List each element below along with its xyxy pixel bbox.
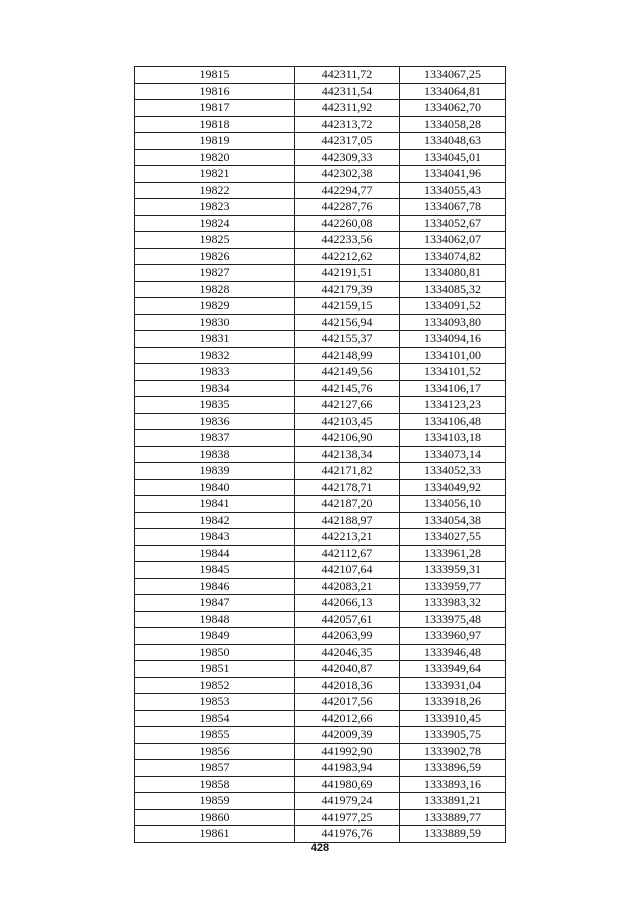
table-row [135, 347, 506, 364]
table-row [135, 677, 506, 694]
x-coordinate-cell: 441977,25 [295, 809, 400, 826]
y-coordinate-cell: 1333902,78 [400, 743, 506, 760]
point-number-cell: 19854 [135, 710, 295, 727]
x-coordinate-cell: 442313,72 [295, 116, 400, 133]
x-coordinate-cell: 442046,35 [295, 644, 400, 661]
y-coordinate-cell: 1333910,45 [400, 710, 506, 727]
table-row [135, 496, 506, 513]
table-row [135, 710, 506, 727]
point-number-cell: 19819 [135, 133, 295, 150]
table-row [135, 248, 506, 265]
x-coordinate-cell: 442149,56 [295, 364, 400, 381]
point-number-cell: 19858 [135, 776, 295, 793]
y-coordinate-cell: 1334091,52 [400, 298, 506, 315]
table-row [135, 793, 506, 810]
point-number-cell: 19823 [135, 199, 295, 216]
point-number-cell: 19846 [135, 578, 295, 595]
x-coordinate-cell: 441983,94 [295, 760, 400, 777]
point-number-cell: 19840 [135, 479, 295, 496]
point-number-cell: 19848 [135, 611, 295, 628]
y-coordinate-cell: 1334101,00 [400, 347, 506, 364]
y-coordinate-cell: 1334062,07 [400, 232, 506, 249]
table-row [135, 215, 506, 232]
table-row [135, 826, 506, 843]
table-row [135, 545, 506, 562]
point-number-cell: 19818 [135, 116, 295, 133]
table-row [135, 463, 506, 480]
point-number-cell: 19841 [135, 496, 295, 513]
x-coordinate-cell: 442103,45 [295, 413, 400, 430]
point-number-cell: 19815 [135, 67, 295, 84]
y-coordinate-cell: 1333905,75 [400, 727, 506, 744]
y-coordinate-cell: 1334048,63 [400, 133, 506, 150]
table-row [135, 479, 506, 496]
point-number-cell: 19826 [135, 248, 295, 265]
point-number-cell: 19822 [135, 182, 295, 199]
y-coordinate-cell: 1334064,81 [400, 83, 506, 100]
y-coordinate-cell: 1333959,77 [400, 578, 506, 595]
y-coordinate-cell: 1333896,59 [400, 760, 506, 777]
table-row [135, 116, 506, 133]
x-coordinate-cell: 442156,94 [295, 314, 400, 331]
table-row [135, 413, 506, 430]
table-row [135, 529, 506, 546]
table-row [135, 430, 506, 447]
point-number-cell: 19845 [135, 562, 295, 579]
y-coordinate-cell: 1334080,81 [400, 265, 506, 282]
point-number-cell: 19824 [135, 215, 295, 232]
y-coordinate-cell: 1334027,55 [400, 529, 506, 546]
point-number-cell: 19851 [135, 661, 295, 678]
y-coordinate-cell: 1334103,18 [400, 430, 506, 447]
y-coordinate-cell: 1334045,01 [400, 149, 506, 166]
point-number-cell: 19834 [135, 380, 295, 397]
y-coordinate-cell: 1333889,59 [400, 826, 506, 843]
table-row [135, 265, 506, 282]
x-coordinate-cell: 442145,76 [295, 380, 400, 397]
y-coordinate-cell: 1334041,96 [400, 166, 506, 183]
y-coordinate-cell: 1333893,16 [400, 776, 506, 793]
x-coordinate-cell: 442213,21 [295, 529, 400, 546]
x-coordinate-cell: 442309,33 [295, 149, 400, 166]
x-coordinate-cell: 442106,90 [295, 430, 400, 447]
table-row [135, 281, 506, 298]
table-row [135, 446, 506, 463]
point-number-cell: 19861 [135, 826, 295, 843]
y-coordinate-cell: 1333918,26 [400, 694, 506, 711]
x-coordinate-cell: 442040,87 [295, 661, 400, 678]
y-coordinate-cell: 1333946,48 [400, 644, 506, 661]
point-number-cell: 19831 [135, 331, 295, 348]
x-coordinate-cell: 441979,24 [295, 793, 400, 810]
x-coordinate-cell: 442127,66 [295, 397, 400, 414]
point-number-cell: 19821 [135, 166, 295, 183]
y-coordinate-cell: 1334074,82 [400, 248, 506, 265]
y-coordinate-cell: 1334054,38 [400, 512, 506, 529]
table-row [135, 512, 506, 529]
table-row [135, 166, 506, 183]
x-coordinate-cell: 441976,76 [295, 826, 400, 843]
y-coordinate-cell: 1334056,10 [400, 496, 506, 513]
table-row [135, 628, 506, 645]
y-coordinate-cell: 1334052,33 [400, 463, 506, 480]
y-coordinate-cell: 1334085,32 [400, 281, 506, 298]
point-number-cell: 19836 [135, 413, 295, 430]
point-number-cell: 19832 [135, 347, 295, 364]
x-coordinate-cell: 441992,90 [295, 743, 400, 760]
coordinates-table-body [135, 67, 506, 843]
x-coordinate-cell: 442317,05 [295, 133, 400, 150]
y-coordinate-cell: 1333975,48 [400, 611, 506, 628]
y-coordinate-cell: 1334067,25 [400, 67, 506, 84]
table-row [135, 397, 506, 414]
point-number-cell: 19835 [135, 397, 295, 414]
table-row [135, 611, 506, 628]
y-coordinate-cell: 1333959,31 [400, 562, 506, 579]
table-row [135, 562, 506, 579]
y-coordinate-cell: 1334058,28 [400, 116, 506, 133]
point-number-cell: 19843 [135, 529, 295, 546]
y-coordinate-cell: 1334094,16 [400, 331, 506, 348]
x-coordinate-cell: 442066,13 [295, 595, 400, 612]
x-coordinate-cell: 442187,20 [295, 496, 400, 513]
x-coordinate-cell: 442311,92 [295, 100, 400, 117]
table-row [135, 743, 506, 760]
y-coordinate-cell: 1334106,17 [400, 380, 506, 397]
point-number-cell: 19847 [135, 595, 295, 612]
y-coordinate-cell: 1334073,14 [400, 446, 506, 463]
x-coordinate-cell: 442287,76 [295, 199, 400, 216]
table-row [135, 727, 506, 744]
x-coordinate-cell: 442138,34 [295, 446, 400, 463]
point-number-cell: 19844 [135, 545, 295, 562]
page-number: 428 [310, 842, 330, 854]
table-row [135, 298, 506, 315]
y-coordinate-cell: 1333960,97 [400, 628, 506, 645]
point-number-cell: 19830 [135, 314, 295, 331]
x-coordinate-cell: 442018,36 [295, 677, 400, 694]
y-coordinate-cell: 1334093,80 [400, 314, 506, 331]
table-row [135, 578, 506, 595]
x-coordinate-cell: 442179,39 [295, 281, 400, 298]
point-number-cell: 19825 [135, 232, 295, 249]
table-row [135, 364, 506, 381]
table-row [135, 809, 506, 826]
x-coordinate-cell: 442191,51 [295, 265, 400, 282]
table-row [135, 199, 506, 216]
y-coordinate-cell: 1334049,92 [400, 479, 506, 496]
point-number-cell: 19839 [135, 463, 295, 480]
x-coordinate-cell: 442188,97 [295, 512, 400, 529]
point-number-cell: 19859 [135, 793, 295, 810]
x-coordinate-cell: 442212,62 [295, 248, 400, 265]
table-row [135, 760, 506, 777]
y-coordinate-cell: 1333949,64 [400, 661, 506, 678]
point-number-cell: 19829 [135, 298, 295, 315]
y-coordinate-cell: 1334106,48 [400, 413, 506, 430]
table-row [135, 149, 506, 166]
y-coordinate-cell: 1333891,21 [400, 793, 506, 810]
x-coordinate-cell: 442311,54 [295, 83, 400, 100]
x-coordinate-cell: 442063,99 [295, 628, 400, 645]
x-coordinate-cell: 442159,15 [295, 298, 400, 315]
x-coordinate-cell: 442302,38 [295, 166, 400, 183]
x-coordinate-cell: 442107,64 [295, 562, 400, 579]
table-row [135, 67, 506, 84]
point-number-cell: 19860 [135, 809, 295, 826]
y-coordinate-cell: 1333961,28 [400, 545, 506, 562]
x-coordinate-cell: 442017,56 [295, 694, 400, 711]
y-coordinate-cell: 1334123,23 [400, 397, 506, 414]
table-row [135, 644, 506, 661]
point-number-cell: 19852 [135, 677, 295, 694]
y-coordinate-cell: 1334062,70 [400, 100, 506, 117]
y-coordinate-cell: 1334067,78 [400, 199, 506, 216]
x-coordinate-cell: 442178,71 [295, 479, 400, 496]
point-number-cell: 19849 [135, 628, 295, 645]
table-row [135, 331, 506, 348]
x-coordinate-cell: 442233,56 [295, 232, 400, 249]
point-number-cell: 19816 [135, 83, 295, 100]
point-number-cell: 19855 [135, 727, 295, 744]
point-number-cell: 19850 [135, 644, 295, 661]
y-coordinate-cell: 1334055,43 [400, 182, 506, 199]
table-row [135, 314, 506, 331]
table-row [135, 100, 506, 117]
x-coordinate-cell: 442171,82 [295, 463, 400, 480]
x-coordinate-cell: 442083,21 [295, 578, 400, 595]
table-row [135, 182, 506, 199]
table-row [135, 661, 506, 678]
point-number-cell: 19833 [135, 364, 295, 381]
table-row [135, 694, 506, 711]
x-coordinate-cell: 441980,69 [295, 776, 400, 793]
coordinates-table [134, 66, 506, 843]
y-coordinate-cell: 1333931,04 [400, 677, 506, 694]
table-row [135, 83, 506, 100]
point-number-cell: 19856 [135, 743, 295, 760]
x-coordinate-cell: 442009,39 [295, 727, 400, 744]
point-number-cell: 19853 [135, 694, 295, 711]
x-coordinate-cell: 442057,61 [295, 611, 400, 628]
point-number-cell: 19842 [135, 512, 295, 529]
point-number-cell: 19827 [135, 265, 295, 282]
table-row [135, 776, 506, 793]
x-coordinate-cell: 442155,37 [295, 331, 400, 348]
y-coordinate-cell: 1334101,52 [400, 364, 506, 381]
x-coordinate-cell: 442012,66 [295, 710, 400, 727]
y-coordinate-cell: 1334052,67 [400, 215, 506, 232]
point-number-cell: 19820 [135, 149, 295, 166]
table-row [135, 133, 506, 150]
point-number-cell: 19817 [135, 100, 295, 117]
x-coordinate-cell: 442294,77 [295, 182, 400, 199]
x-coordinate-cell: 442148,99 [295, 347, 400, 364]
point-number-cell: 19857 [135, 760, 295, 777]
y-coordinate-cell: 1333889,77 [400, 809, 506, 826]
x-coordinate-cell: 442311,72 [295, 67, 400, 84]
table-row [135, 380, 506, 397]
y-coordinate-cell: 1333983,32 [400, 595, 506, 612]
x-coordinate-cell: 442112,67 [295, 545, 400, 562]
table-row [135, 232, 506, 249]
point-number-cell: 19828 [135, 281, 295, 298]
x-coordinate-cell: 442260,08 [295, 215, 400, 232]
point-number-cell: 19837 [135, 430, 295, 447]
table-row [135, 595, 506, 612]
point-number-cell: 19838 [135, 446, 295, 463]
